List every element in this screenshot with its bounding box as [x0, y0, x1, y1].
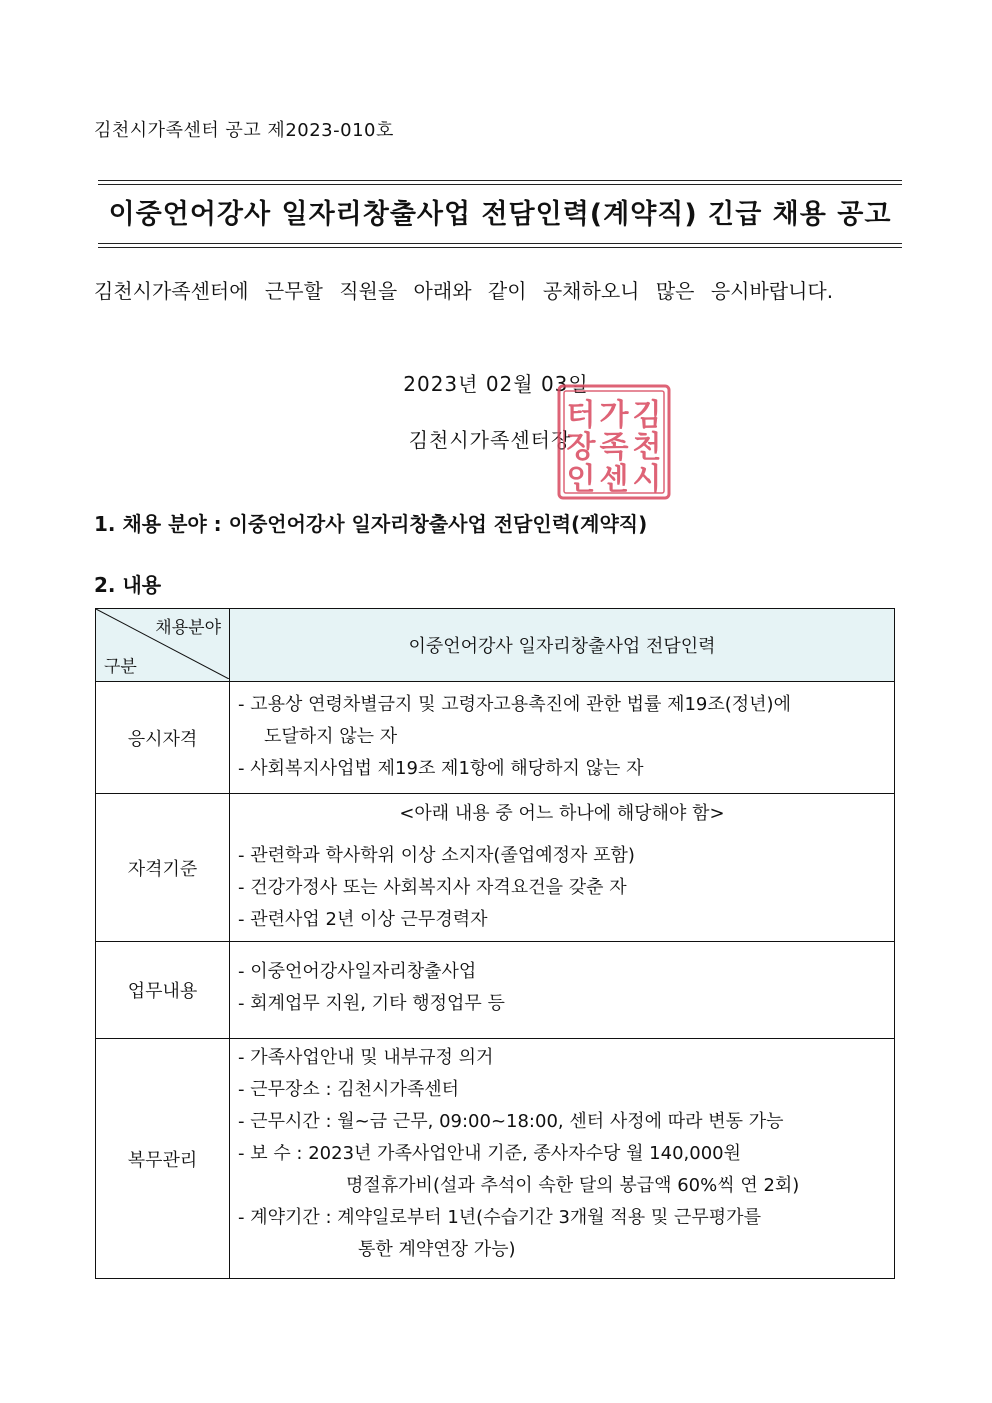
content-line: 통한 계약연장 가능) [358, 1239, 516, 1260]
table-header-row [96, 609, 895, 682]
qualification-note: <아래 내용 중 어느 하나에 해당해야 함> [399, 803, 725, 824]
header-title: 이중언어강사 일자리창출사업 전담인력 [230, 609, 895, 682]
content-line: 명절휴가비(설과 추석이 속한 달의 봉급액 60%씩 연 2회) [346, 1175, 800, 1196]
diagonal-header-cell [96, 609, 230, 682]
seal-glyph: 터 [566, 398, 596, 433]
seal-glyph: 김 [632, 398, 662, 433]
header-field-label: 채용분야 [155, 618, 221, 638]
content-line: - 관련사업 2년 이상 근무경력자 [238, 909, 488, 930]
content-line: 도달하지 않는 자 [264, 726, 398, 747]
section-2-heading: 2. 내용 [94, 573, 162, 597]
row-label-service: 복무관리 [96, 1039, 230, 1279]
content-line: - 사회복지사업법 제19조 제1항에 해당하지 않는 자 [238, 758, 644, 779]
content-line: - 근무시간 : 월~금 근무, 09:00~18:00, 센터 사정에 따라 변동 가능 [238, 1111, 784, 1132]
title-rule-top [98, 180, 902, 181]
row-content-service [230, 1039, 895, 1279]
seal-glyph: 인 [566, 462, 596, 497]
notice-date: 2023년 02월 03일 [403, 372, 589, 396]
section-1-heading: 1. 채용 분야 : 이중언어강사 일자리창출사업 전담인력(계약직) [94, 512, 648, 536]
seal-glyph: 가 [599, 398, 629, 433]
table-row [96, 942, 895, 1039]
notice-number: 김천시가족센터 공고 제2023-010호 [94, 120, 394, 141]
seal-glyph: 장 [566, 430, 596, 465]
recruitment-table [95, 608, 895, 1279]
content-line: - 가족사업안내 및 내부규정 의거 [238, 1047, 494, 1068]
content-line: - 고용상 연령차별금지 및 고령자고용촉진에 관한 법률 제19조(정년)에 [238, 694, 791, 715]
seal-glyph: 천 [632, 430, 662, 465]
row-label-duties: 업무내용 [96, 942, 230, 1039]
official-seal [556, 383, 672, 501]
content-line: - 근무장소 : 김천시가족센터 [238, 1079, 459, 1100]
title-rule-top-2 [98, 184, 902, 185]
table-row [96, 1039, 895, 1279]
document-title: 이중언어강사 일자리창출사업 전담인력(계약직) 긴급 채용 공고 [108, 199, 892, 230]
row-content-qualification [230, 794, 895, 942]
seal-glyph: 센 [599, 462, 629, 497]
seal-glyph: 족 [599, 430, 629, 465]
content-line: - 회계업무 지원, 기타 행정업무 등 [238, 993, 505, 1014]
title-rule-bottom-2 [98, 247, 902, 248]
issuer-name: 김천시가족센터장 [408, 428, 572, 452]
content-line: - 계약기간 : 계약일로부터 1년(수습기간 3개월 적용 및 근무평가를 [238, 1207, 761, 1228]
content-line: - 보 수 : 2023년 가족사업안내 기준, 종사자수당 월 140,000원 [238, 1143, 742, 1164]
header-category-label: 구분 [104, 657, 137, 677]
seal-glyph: 시 [632, 462, 662, 497]
row-label-qualification: 자격기준 [96, 794, 230, 942]
content-line: - 이중언어강사일자리창출사업 [238, 961, 477, 982]
table-row [96, 794, 895, 942]
content-line: - 관련학과 학사학위 이상 소지자(졸업예정자 포함) [238, 845, 635, 866]
content-line: - 건강가정사 또는 사회복지사 자격요건을 갖춘 자 [238, 877, 627, 898]
title-rule-bottom [98, 243, 902, 244]
row-label-eligibility: 응시자격 [96, 682, 230, 794]
intro-paragraph: 김천시가족센터에 근무할 직원을 아래와 같이 공채하오니 많은 응시바랍니다. [94, 279, 834, 303]
table-row [96, 682, 895, 794]
row-content-duties [230, 942, 895, 1039]
row-content-eligibility [230, 682, 895, 794]
